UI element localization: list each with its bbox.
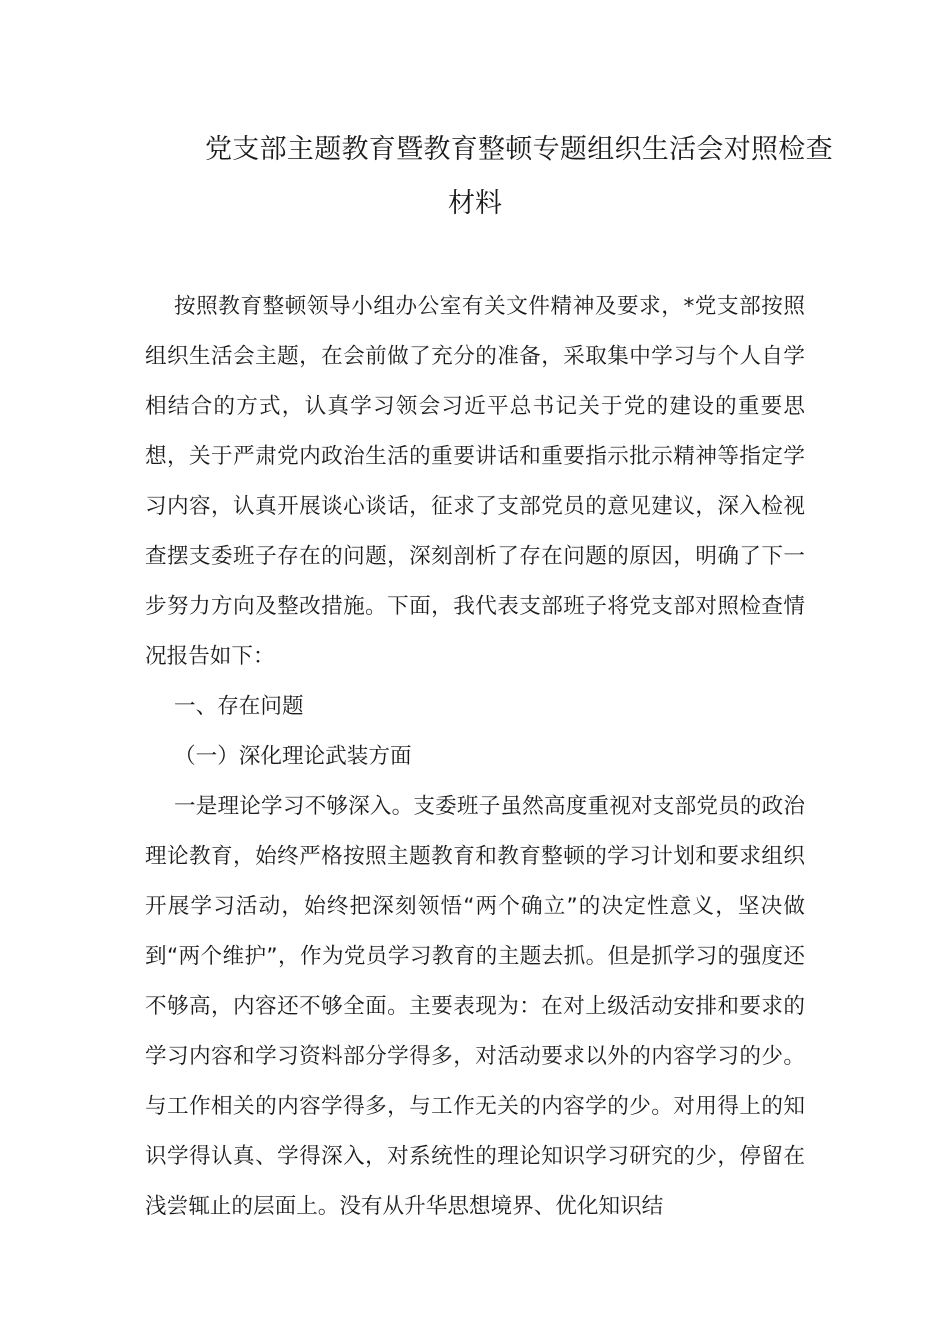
- body-paragraph: 一是理论学习不够深入。支委班子虽然高度重视对支部党员的政治理论教育，始终严格按照主题教育和教育整顿的学习计划和要求组织开展学习活动，始终把深刻领悟“两个确立”的决定性意义，坚决做到“两个维护”，作为党员学习教育的主题去抓。但是抓学习的强度还不够高，内容还不够全面。主要表现为：在对上级活动安排和要求的学习内容和学习资料部分学得多，对活动要求以外的内容学习的少。与工作相关的内容学得多，与工作无关的内容学的少。对用得上的知识学得认真、学得深入，对系统性的理论知识学习研究的少，停留在浅尝辄止的层面上。没有从升华思想境界、优化知识结: [145, 794, 805, 1219]
- document-title-line-1: 党支部主题教育暨教育整顿专题组织生活会对照检查: [205, 134, 833, 165]
- intro-paragraph: 按照教育整顿领导小组办公室有关文件精神及要求，*党支部按照组织生活会主题，在会前做了充分的准备，采取集中学习与个人自学相结合的方式，认真学习领会习近平总书记关于党的建设的重要思想，关于严肃党内政治生活的重要讲话和重要指示批示精神等指定学习内容，认真开展谈心谈话，征求了支部党员的意见建议，深入检视查摆支委班子存在的问题，深刻剖析了存在问题的原因，明确了下一步努力方向及整改措施。下面，我代表支部班子将党支部对照检查情况报告如下：: [145, 294, 805, 669]
- section-heading: 一、存在问题: [174, 694, 304, 719]
- subsection-heading: （一）深化理论武装方面: [174, 744, 412, 769]
- document-title-line-2: 材料: [448, 188, 502, 219]
- document-body: [145, 282, 805, 1232]
